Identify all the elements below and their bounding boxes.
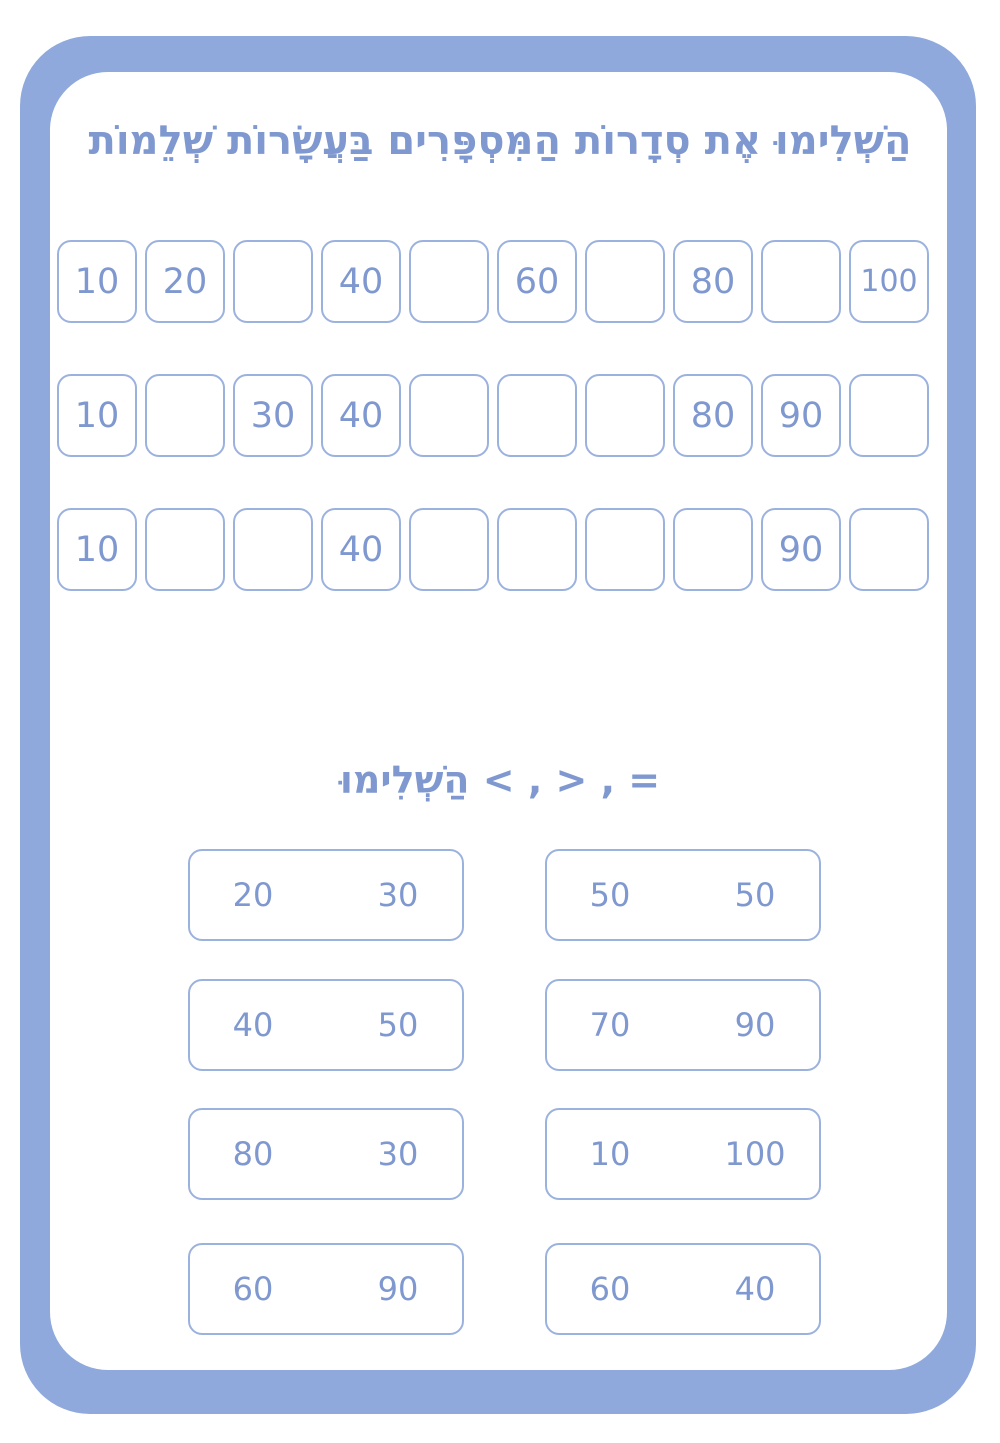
- comparison-left-number: 80: [232, 1135, 274, 1173]
- sequence-cell: 80: [673, 240, 753, 323]
- sequence-answer-box[interactable]: [585, 374, 665, 457]
- comparison-left-number: 40: [232, 1006, 274, 1044]
- comparison-right-number: 30: [377, 876, 419, 914]
- comparison-left-number: 10: [589, 1135, 631, 1173]
- sequence-answer-box[interactable]: [849, 508, 929, 591]
- sequence-cell: 10: [57, 240, 137, 323]
- sequence-cell: 40: [321, 374, 401, 457]
- sequence-cell: 10: [57, 508, 137, 591]
- sequence-answer-box[interactable]: [145, 374, 225, 457]
- sequence-answer-box[interactable]: [409, 374, 489, 457]
- sequence-row-3: [57, 508, 929, 591]
- sequence-answer-box[interactable]: [409, 508, 489, 591]
- sequence-cell: 100: [849, 240, 929, 323]
- sequence-answer-box[interactable]: [849, 374, 929, 457]
- comparison-box[interactable]: [188, 849, 464, 941]
- sequence-row-1: [57, 240, 929, 323]
- page-title: הַשְׁלִימוּ אֶת סְדָרוֹת הַמִּסְפָּרִים בַּעֲשָׂרוֹת שְׁלֵמוֹת: [88, 118, 912, 164]
- sequence-cell: 60: [497, 240, 577, 323]
- sequence-answer-box[interactable]: [233, 240, 313, 323]
- sequence-answer-box[interactable]: [761, 240, 841, 323]
- sequence-cell: 40: [321, 240, 401, 323]
- comparison-box[interactable]: [545, 1243, 821, 1335]
- comparison-box[interactable]: [545, 979, 821, 1071]
- comparison-right-number: 90: [377, 1270, 419, 1308]
- comparison-left-number: 60: [589, 1270, 631, 1308]
- comparison-left-number: 70: [589, 1006, 631, 1044]
- sequence-cell: 40: [321, 508, 401, 591]
- sequence-cell: 10: [57, 374, 137, 457]
- comparison-box[interactable]: [188, 1243, 464, 1335]
- comparison-right-number: 50: [734, 876, 776, 914]
- sequence-answer-box[interactable]: [497, 508, 577, 591]
- compare-title: הַשְׁלִימוּ < , > , =: [339, 758, 661, 802]
- sequence-answer-box[interactable]: [585, 508, 665, 591]
- sequence-answer-box[interactable]: [145, 508, 225, 591]
- comparison-box[interactable]: [545, 1108, 821, 1200]
- sequence-answer-box[interactable]: [409, 240, 489, 323]
- sequence-cell: 90: [761, 508, 841, 591]
- sequence-cell: 90: [761, 374, 841, 457]
- comparison-box[interactable]: [188, 1108, 464, 1200]
- sequence-cell: 30: [233, 374, 313, 457]
- sequence-answer-box[interactable]: [233, 508, 313, 591]
- sequence-answer-box[interactable]: [497, 374, 577, 457]
- comparison-left-number: 20: [232, 876, 274, 914]
- sequence-answer-box[interactable]: [673, 508, 753, 591]
- comparison-right-number: 50: [377, 1006, 419, 1044]
- comparison-left-number: 50: [589, 876, 631, 914]
- sequence-answer-box[interactable]: [585, 240, 665, 323]
- comparison-right-number: 30: [377, 1135, 419, 1173]
- sequence-cell: 20: [145, 240, 225, 323]
- comparison-box[interactable]: [188, 979, 464, 1071]
- comparison-left-number: 60: [232, 1270, 274, 1308]
- comparison-right-number: 40: [734, 1270, 776, 1308]
- comparison-right-number: 90: [734, 1006, 776, 1044]
- sequence-cell: 80: [673, 374, 753, 457]
- comparison-right-number: 100: [724, 1135, 786, 1173]
- comparison-box[interactable]: [545, 849, 821, 941]
- sequence-row-2: [57, 374, 929, 457]
